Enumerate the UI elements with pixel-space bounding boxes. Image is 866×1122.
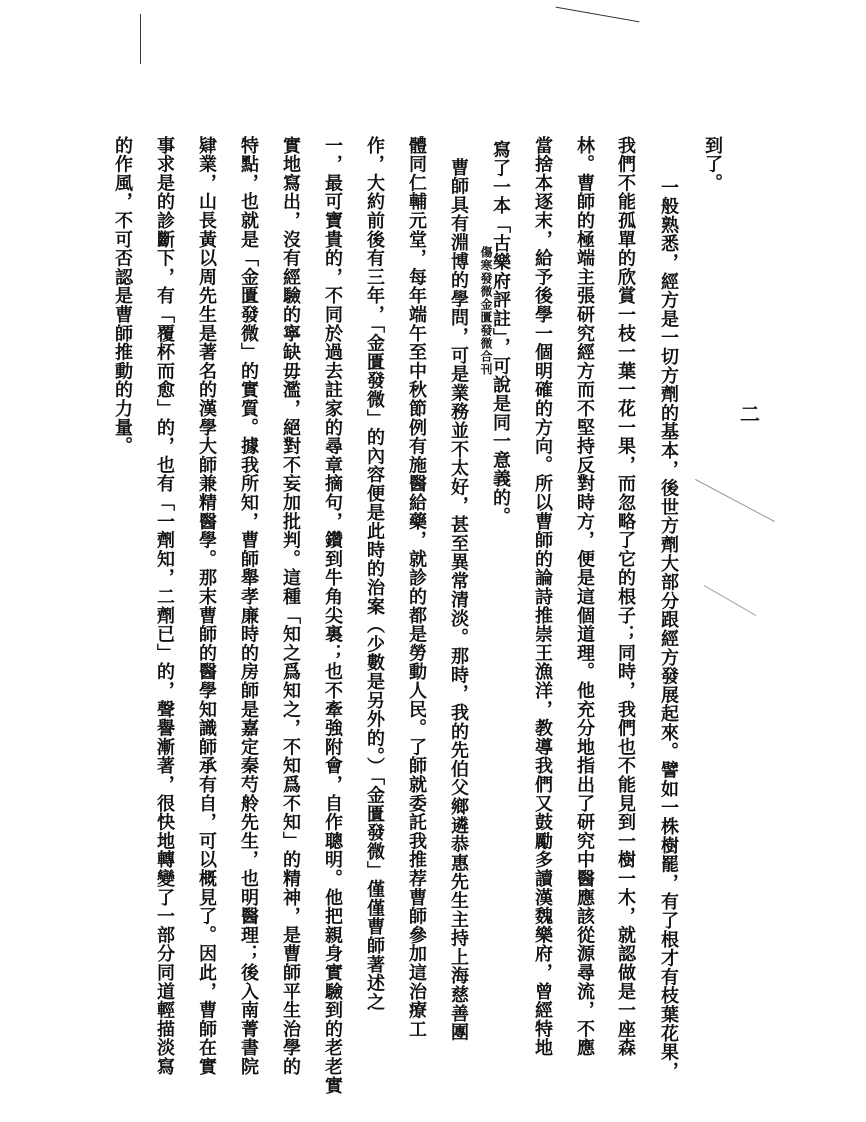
text-column: 當捨本逐末，給予後學一個明確的方向。所以曹師的論詩推崇王漁洋，教導我們又鼓勵多讀漢魏樂府，曾經特地 [532, 136, 553, 1058]
running-header: 傷寒發微金匱發微合刊 [479, 246, 493, 376]
text-column: 到了。 [702, 136, 723, 193]
scan-mark [140, 14, 141, 64]
text-column: 肄業，山長黃以周先生是著名的漢學大師兼精醫學。那末曹師的醫學知識師承有自，可以概見了。因此，曹師在實 [196, 136, 217, 1076]
handwritten-annotation [695, 479, 775, 522]
text-column: 林。曹師的極端主張研究經方而不堅持反對時方，便是這個道理。他充分地指出了研究中醫應該從源尋流，不應 [574, 136, 595, 1058]
text-column: 事求是的診斷下，有「覆杯而愈」的，也有「一劑知，二劑已」的，聲譽漸著，很快地轉變了一部分同道輕描淡寫 [154, 136, 175, 1076]
text-column: 特點，也就是「金匱發微」的實質。據我所知，曹師舉孝廉時的房師是嘉定秦芍舲先生，也明醫理；後入南菁書院 [238, 136, 259, 1076]
text-column: 實地寫出，沒有經驗的寧缺毋濫，絕對不妄加批判。這種「知之爲知之，不知爲不知」的精神，是曹師平生治學的 [280, 136, 301, 1076]
text-column: 體同仁輔元堂，每年端午至中秋節例有施醫給藥，就診的都是勞動人民。了師就委託我推荐曹師參加這治療工 [406, 136, 427, 1039]
text-column: 我們不能孤單的欣賞一枝一葉一花一果，而忽略了它的根子；同時，我們也不能見到一樹一木，就認做是一座森 [615, 136, 636, 1058]
text-column: 的作風，不可否認是曹師推動的力量。 [112, 136, 133, 456]
text-column: 一，最可寶貴的，不同於過去註家的尋章摘句，鑽到牛角尖裏；也不牽強附會，自作聰明。他把親身實驗到的老老實 [322, 136, 343, 1095]
scan-mark [556, 7, 640, 23]
text-column: 一般熟悉，經方是一切方劑的基本，後世方劑大部分跟經方發展起來。譬如一株樹罷，有了根才有枝葉花果， [658, 178, 679, 1081]
page-number: 二 [740, 402, 760, 426]
text-column: 曹師具有淵博的學問，可是業務並不太好，甚至異常清淡。那時，我的先伯父鄉遴恭惠先生主持上海慈善團 [448, 158, 469, 1042]
handwritten-annotation [704, 585, 756, 616]
text-column: 作，大約前後有三年，「金匱發微」的內容便是此時的治案（少數是另外的。）「金匱發微」僅僅曹師著述之 [364, 136, 385, 1012]
text-column: 寫了一本「古樂府評註」，可說是同一意義的。 [490, 140, 511, 526]
